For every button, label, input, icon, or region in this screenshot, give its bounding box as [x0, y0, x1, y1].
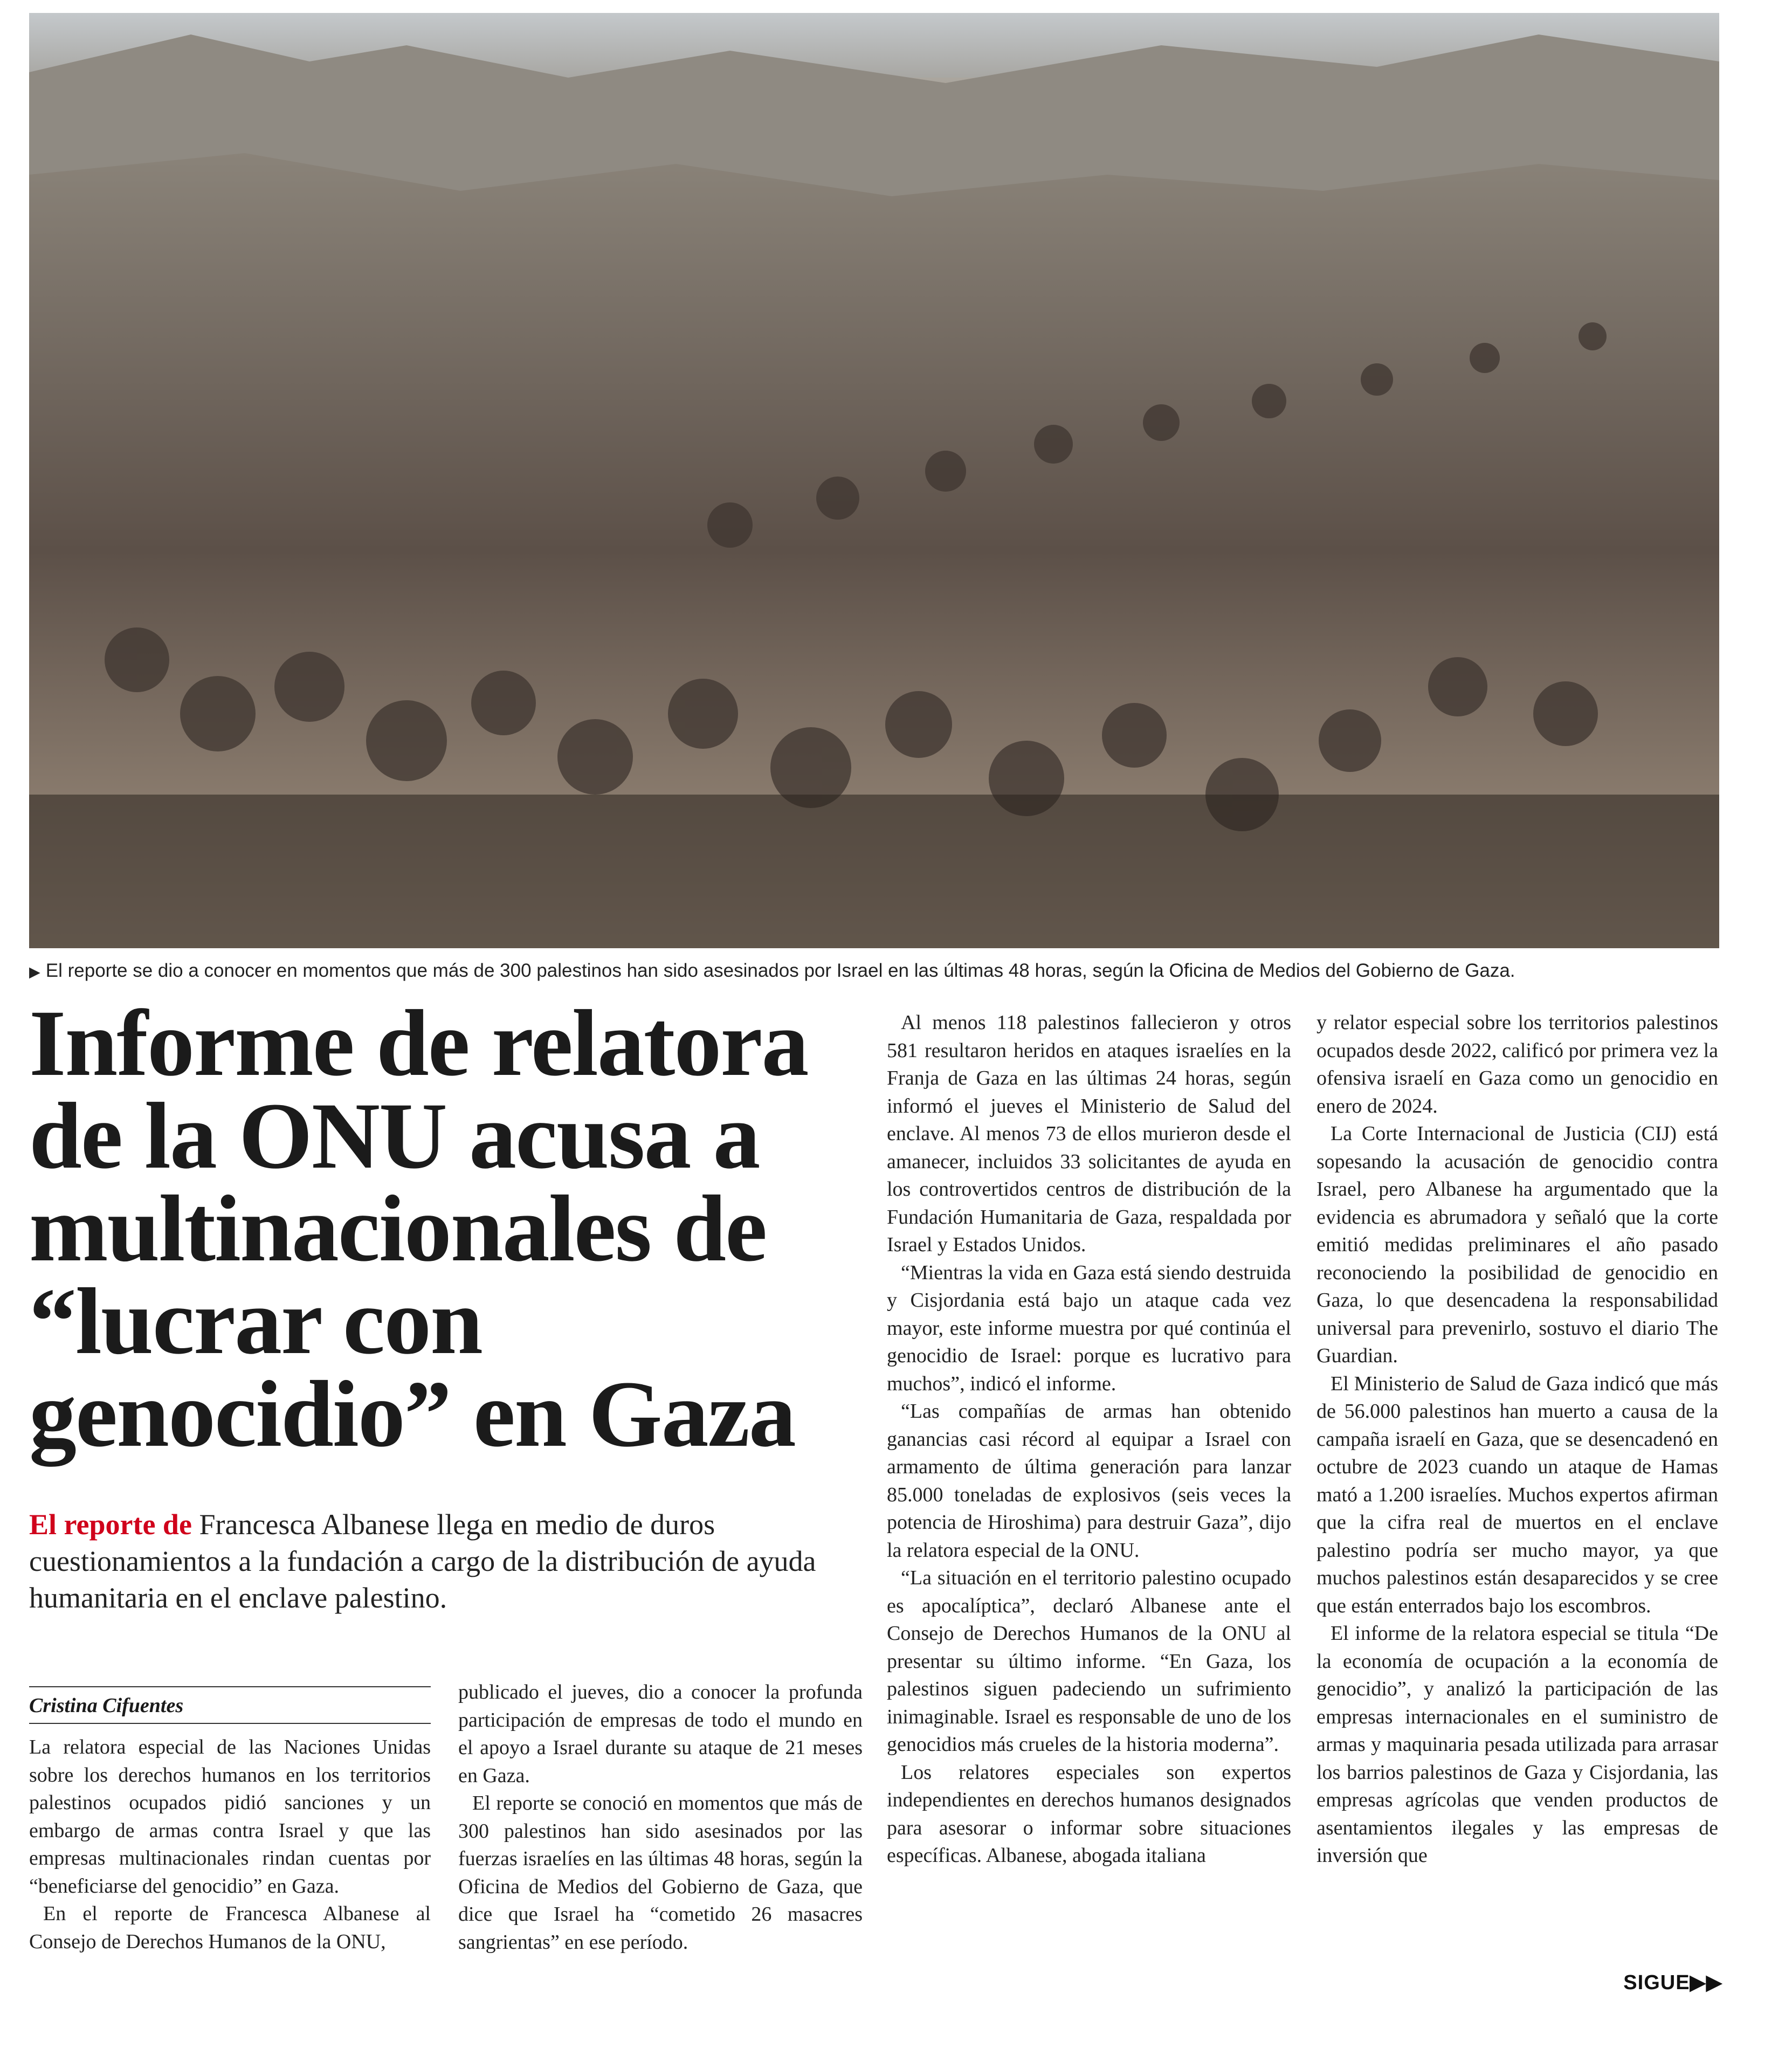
paragraph: “Las compañías de armas han obtenido ganancias casi récord al equipar a Israel con armamento de última generación para lanzar 85.000 toneladas de explosivos (seis veces la potencia de Hiroshima) para destruir Gaza”, dijo la relatora especial de la ONU. — [887, 1400, 1291, 1562]
article-column-1 — [29, 1734, 431, 1956]
deck-lead: El reporte de — [29, 1508, 192, 1541]
news-photo — [29, 13, 1719, 948]
paragraph: Al menos 118 palestinos fallecieron y otros 581 resultaron heridos en ataques israelíes en la Franja de Gaza en las últimas 24 horas, según informó el jueves el Ministerio de Salud del enclave. Al menos 73 de ellos murieron desde el amanecer, incluidos 33 solicitantes de ayuda en los controvertidos centros de distribución de la Fundación Humanitaria de Gaza, respaldada por Israel y Estados Unidos. — [887, 1011, 1291, 1256]
paragraph: El Ministerio de Salud de Gaza indicó que más de 56.000 palestinos han muerto a causa de la campaña israelí en Gaza, que se desencadenó en octubre de 2023 cuando un ataque de Hamas mató a 1.200 israelíes. Muchos expertos afirman que la cifra real de muertos en el enclave palestino podría ser mucho mayor, ya que muchos palestinos están desaparecidos y se cree que están enterrados bajo los escombros. — [1317, 1372, 1718, 1617]
article-column-2 — [458, 1679, 863, 1956]
paragraph: La relatora especial de las Naciones Unidas sobre los derechos humanos en los territorios palestinos ocupados pidió sanciones y un embargo de armas contra Israel y que las empresas multinacionales rindan cuentas por “beneficiarse del genocidio” en Gaza. — [29, 1736, 431, 1898]
paragraph: “La situación en el territorio palestino ocupado es apocalíptica”, declaró Albanese ante el Consejo de Derechos Humanos de la ONU al presentar su último informe. “En Gaza, los palestinos siguen padeciendo un sufrimiento inimaginable. Israel es responsable de uno de los genocidios más crueles de la historia moderna”. — [887, 1567, 1291, 1756]
deck-text: Francesca Albanese llega en medio de duros cuestionamientos a la fundación a cargo de la distribución de ayuda humanitaria en el enclave palestino. — [29, 1508, 816, 1614]
paragraph: y relator especial sobre los territorios palestinos ocupados desde 2022, calificó por primera vez la ofensiva israelí en Gaza como un genocidio en enero de 2024. — [1317, 1011, 1718, 1117]
article-headline: Informe de relatora de la ONU acusa a multinacionales de “lucrar con genocidio” en Gaza — [29, 991, 808, 1467]
continue-label: SIGUE — [1623, 1971, 1690, 1994]
paragraph: publicado el jueves, dio a conocer la profunda participación de empresas de todo el mundo en el apoyo a Israel durante su ataque de 21 meses en Gaza. — [458, 1681, 863, 1787]
article-column-4 — [1317, 1009, 1718, 1870]
paragraph: En el reporte de Francesca Albanese al Consejo de Derechos Humanos de la ONU, — [29, 1902, 431, 1953]
article-column-3 — [887, 1009, 1291, 1870]
paragraph: “Mientras la vida en Gaza está siendo destruida y Cisjordania está bajo un ataque cada vez mayor, este informe muestra por qué continúa el genocidio de Israel: porque es lucrativo para muchos”, indicó el informe. — [887, 1261, 1291, 1395]
photo-caption-text: El reporte se dio a conocer en momentos que más de 300 palestinos han sido asesinados por Israel en las últimas 48 horas, según la Oficina de Medios del Gobierno de Gaza. — [45, 960, 1515, 981]
continue-marker — [1609, 1967, 1722, 1999]
byline-bottom-rule — [29, 1723, 431, 1724]
double-arrow-right-icon: ▶▶ — [1690, 1971, 1722, 1994]
article-deck — [29, 1506, 854, 1616]
byline-author: Cristina Cifuentes — [29, 1694, 184, 1717]
paragraph: Los relatores especiales son expertos independientes en derechos humanos designados para asesorar o informar sobre situaciones específicas. Albanese, abogada italiana — [887, 1761, 1291, 1867]
photo-caption — [29, 957, 1719, 984]
triangle-right-icon: ▶ — [29, 964, 40, 980]
photo-illustration — [29, 13, 1719, 948]
byline-top-rule — [29, 1686, 431, 1687]
paragraph: El informe de la relatora especial se titula “De la economía de ocupación a la economía de genocidio”, y analizó la participación de las empresas internacionales en el suministro de armas y maquinaria pesada utilizada para arrasar los barrios palestinos de Gaza y Cisjordania, las empresas agrícolas que venden productos de asentamientos ilegales y las empresas de inversión que — [1317, 1622, 1718, 1867]
paragraph: El reporte se conoció en momentos que más de 300 palestinos han sido asesinados por las fuerzas israelíes en las últimas 48 horas, según la Oficina de Medios del Gobierno de Gaza, que dice que Israel ha “cometido 26 masacres sangrientas” en ese período. — [458, 1792, 863, 1954]
paragraph: La Corte Internacional de Justicia (CIJ) está sopesando la acusación de genocidio contra Israel, pero Albanese ha argumentado que la evidencia es abrumadora y señaló que la corte emitió medidas preliminares el año pasado reconociendo la posibilidad de genocidio en Gaza, lo que desencadena la responsabilidad universal para prevenirlo, sostuvo el diario The Guardian. — [1317, 1122, 1718, 1367]
